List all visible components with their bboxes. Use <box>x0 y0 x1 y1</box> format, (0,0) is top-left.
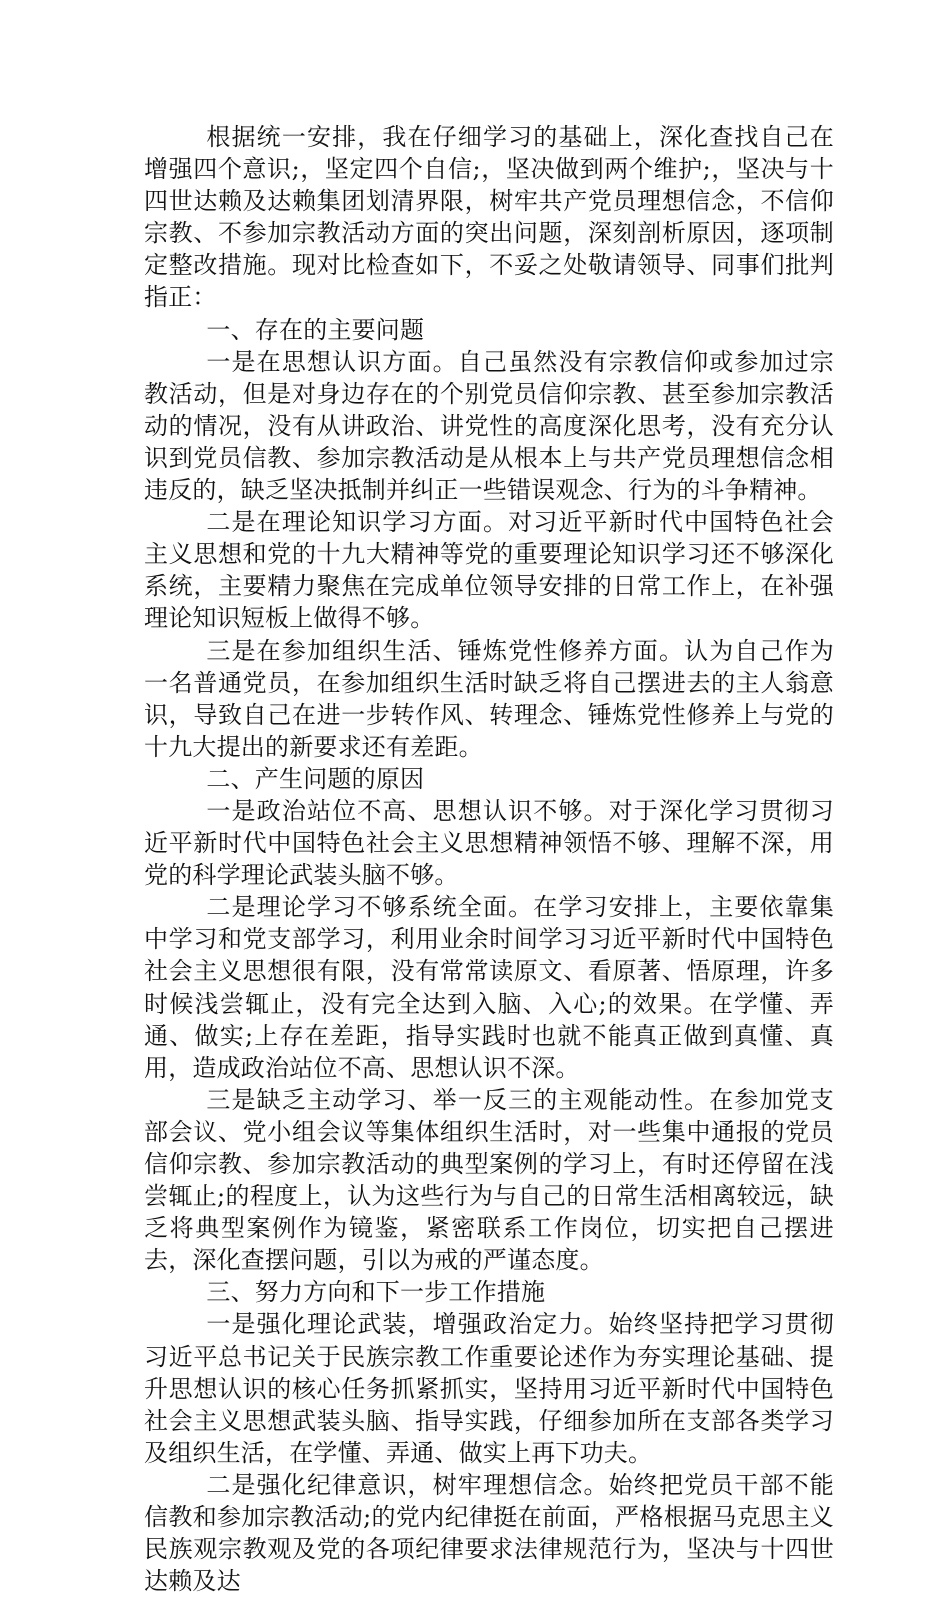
intro-paragraph: 根据统一安排，我在仔细学习的基础上，深化查找自己在增强四个意识;，坚定四个自信;，坚决做到两个维护;，坚决与十四世达赖及达赖集团划清界限，树牢共产党员理想信念，不信仰宗教、不参加宗教活动方面的突出问题，深刻剖析原因，逐项制定整改措施。现对比检查如下，不妥之处敬请领导、同事们批判指正： <box>144 123 834 312</box>
cause-paragraph-3: 三是缺乏主动学习、举一反三的主观能动性。在参加党支部会议、党小组会议等集体组织生活时，对一些集中通报的党员信仰宗教、参加宗教活动的典型案例的学习上，有时还停留在浅尝辄止;的程度上，认为这些行为与自己的日常生活相离较远，缺乏将典型案例作为镜鉴，紧密联系工作岗位，切实把自己摆进去，深化查摆问题，引以为戒的严谨态度。 <box>144 1085 834 1275</box>
section-heading-causes: 二、产生问题的原因 <box>206 764 425 793</box>
cause-paragraph-1: 一是政治站位不高、思想认识不够。对于深化学习贯彻习近平新时代中国特色社会主义思想精神领悟不够、理解不深，用党的科学理论武装头脑不够。 <box>144 796 834 890</box>
measure-paragraph-1: 一是强化理论武装，增强政治定力。始终坚持把学习贯彻习近平总书记关于民族宗教工作重要论述作为夯实理论基础、提升思想认识的核心任务抓紧抓实，坚持用习近平新时代中国特色社会主义思想武装头脑、指导实践，仔细参加所在支部各类学习及组织生活，在学懂、弄通、做实上再下功夫。 <box>144 1310 834 1467</box>
problem-paragraph-2: 二是在理论知识学习方面。对习近平新时代中国特色社会主义思想和党的十九大精神等党的重要理论知识学习还不够深化系统，主要精力聚焦在完成单位领导安排的日常工作上，在补强理论知识短板上做得不够。 <box>144 508 834 633</box>
document-body <box>144 121 834 1597</box>
cause-paragraph-2: 二是理论学习不够系统全面。在学习安排上，主要依靠集中学习和党支部学习，利用业余时间学习习近平新时代中国特色社会主义思想很有限，没有常常读原文、看原著、悟原理，许多时候浅尝辄止，没有完全达到入脑、入心;的效果。在学懂、弄通、做实;上存在差距，指导实践时也就不能真正做到真懂、真用，造成政治站位不高、思想认识不深。 <box>144 893 834 1082</box>
problem-paragraph-3: 三是在参加组织生活、锤炼党性修养方面。认为自己作为一名普通党员，在参加组织生活时缺乏将自己摆进去的主人翁意识，导致自己在进一步转作风、转理念、锤炼党性修养上与党的十九大提出的新要求还有差距。 <box>144 636 834 761</box>
measure-paragraph-2: 二是强化纪律意识，树牢理想信念。始终把党员干部不能信教和参加宗教活动;的党内纪律挺在前面，严格根据马克思主义民族观宗教观及党的各项纪律要求法律规范行为，坚决与十四世达赖及达 <box>144 1470 834 1596</box>
section-heading-problems: 一、存在的主要问题 <box>206 315 425 344</box>
problem-paragraph-1: 一是在思想认识方面。自己虽然没有宗教信仰或参加过宗教活动，但是对身边存在的个别党员信仰宗教、甚至参加宗教活动的情况，没有从讲政治、讲党性的高度深化思考，没有充分认识到党员信教、参加宗教活动是从根本上与共产党员理想信念相违反的，缺乏坚决抵制并纠正一些错误观念、行为的斗争精神。 <box>144 347 834 505</box>
section-heading-measures: 三、努力方向和下一步工作措施 <box>206 1278 546 1307</box>
